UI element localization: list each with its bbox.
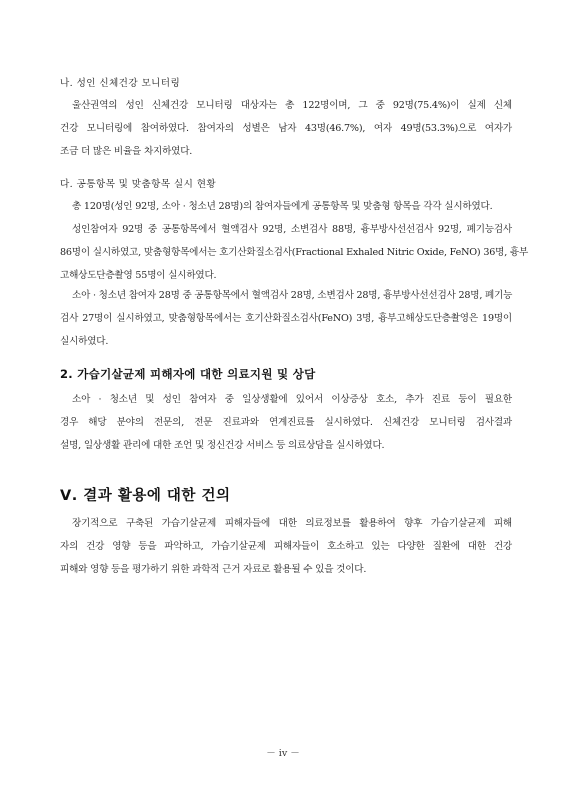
paragraph-line: 검사 27명이 실시하였고, 맞춤형항목에서는 호기산화질소검사(FeNO) 3명, 흉부고해상도단층촬영은 19명이	[60, 313, 512, 324]
subsection-heading-na: 나. 성인 신체건강 모니터링	[60, 78, 181, 89]
paragraph-line: 건강 모니터링에 참여하였다. 참여자의 성별은 남자 43명(46.7%), 여자 49명(53.3%)으로 여자가	[60, 123, 512, 134]
paragraph-line: 장기적으로 구축된 가습기살균제 피해자들에 대한 의료정보를 활용하여 향후 가습기살균제 피해	[72, 518, 512, 529]
paragraph-line: 실시하였다.	[60, 336, 109, 347]
paragraph-line: 86명이 실시하였고, 맞춤형항목에서는 호기산화질소검사(Fractional Exhaled Nitric Oxide, FeNO) 36명, 흉부	[60, 247, 529, 258]
paragraph-line: 자의 건강 영향 등을 파악하고, 가습기살균제 피해자들이 호소하고 있는 다양한 질환에 대한 건강	[60, 541, 512, 552]
paragraph-line: 울산권역의 성인 신체건강 모니터링 대상자는 총 122명이며, 그 중 92명(75.4%)이 실제 신체	[72, 100, 512, 111]
paragraph-line: 성인참여자 92명 중 공통항목에서 혈액검사 92명, 소변검사 88명, 흉부방사선선검사 92명, 폐기능검사	[72, 224, 512, 235]
paragraph-line: 소아 · 청소년 참여자 28명 중 공통항목에서 혈액검사 28명, 소변검사 28명, 흉부방사선선검사 28명, 폐기능	[72, 290, 513, 301]
paragraph-adult-monitoring	[60, 94, 512, 163]
paragraph-line: 총 120명(성인 92명, 소아 · 청소년 28명)의 참여자들에게 공통항목 및 맞춤형 항목을 각각 실시하였다.	[72, 201, 493, 212]
paragraph-line: 설명, 일상생활 관리에 대한 조언 및 정신건강 서비스 등 의료상담을 실시하였다.	[60, 440, 385, 451]
paragraph-line: 조금 더 많은 비율을 차지하였다.	[60, 146, 193, 157]
paragraph-line: 경우 해당 분야의 전문의, 전문 진료과와 연계진료를 실시하였다. 신체건강 모니터링 검사결과	[60, 417, 512, 428]
paragraph-medical-support	[60, 388, 512, 457]
paragraph-recommendation	[60, 512, 512, 581]
paragraph-items-adult	[60, 218, 529, 287]
paragraph-line: 고해상도단층촬영 55명이 실시하였다.	[60, 270, 217, 281]
subsection-heading-da: 다. 공통항목 및 맞춤항목 실시 현황	[60, 179, 217, 190]
page-number: － iv －	[266, 748, 300, 759]
section-heading-2: 2. 가습기살균제 피해자에 대한 의료지원 및 상담	[60, 367, 316, 381]
paragraph-items-child	[60, 284, 512, 353]
paragraph-items-total	[60, 195, 512, 218]
chapter-heading-v: Ⅴ. 결과 활용에 대한 건의	[60, 488, 231, 504]
paragraph-line: 피해와 영향 등을 평가하기 위한 과학적 근거 자료로 활용될 수 있을 것이다.	[60, 564, 367, 575]
paragraph-line: 소아 · 청소년 및 성인 참여자 중 일상생활에 있어서 이상증상 호소, 추가 진료 등이 필요한	[72, 394, 512, 405]
